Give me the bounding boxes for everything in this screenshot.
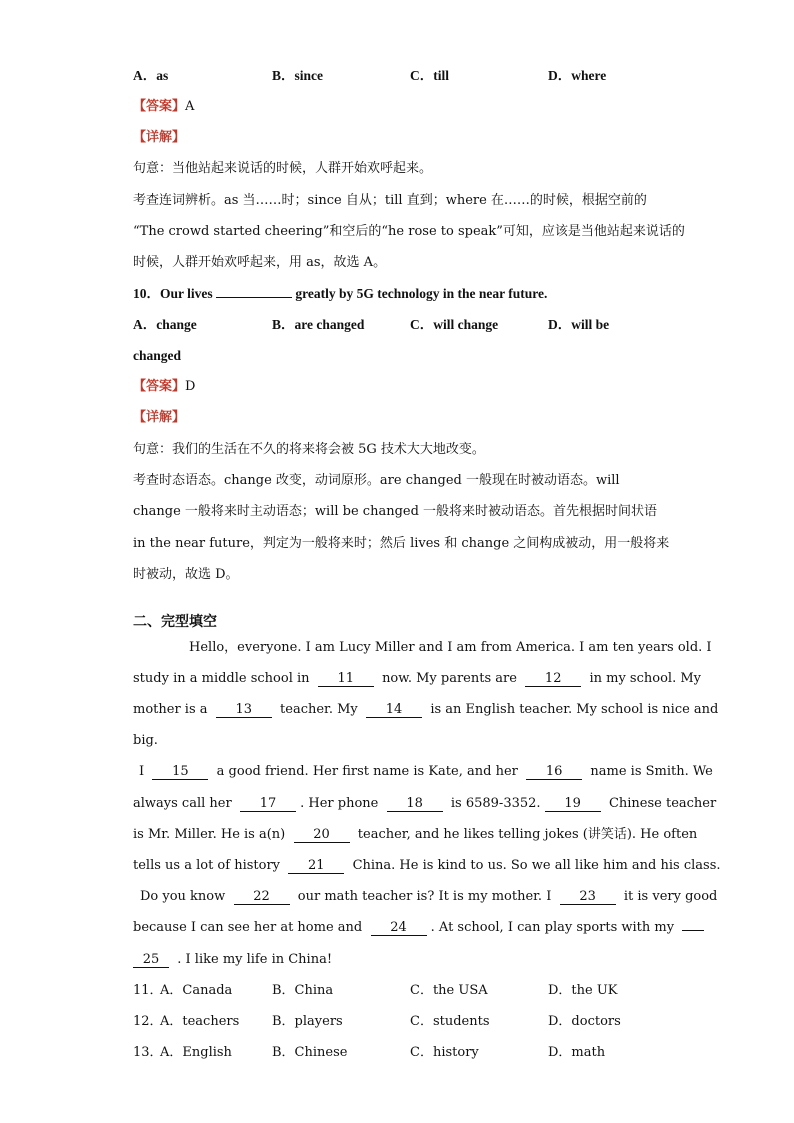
q10-option-c: C．will change [410, 317, 499, 332]
q10-option-d: D．will be [548, 317, 610, 332]
q10-stem-pre: 10．Our lives [133, 286, 213, 301]
choice-12-b[interactable]: B．players [272, 1014, 343, 1029]
q9-option-b: B．since [272, 68, 324, 83]
choice-13-a[interactable]: A．English [160, 1045, 232, 1060]
q10-option-b: B．are changed [272, 317, 365, 332]
q10-explain-4: 时被动，故选 D。 [133, 567, 239, 582]
passage-line-10: because I can see her at home and 24 . At school, I can play sports with my [133, 920, 704, 936]
q9-option-c: C．till [410, 68, 449, 83]
blank-23[interactable]: 23 [560, 890, 616, 905]
passage-line-6: always call her 17 . Her phone 18 is 6589-3352. 19 Chinese teacher [133, 796, 717, 811]
blank-20[interactable]: 20 [294, 828, 350, 843]
choice-row-11: 11． [133, 983, 163, 998]
detail-label: 【详解】 [133, 410, 186, 425]
blank-13[interactable]: 13 [216, 703, 272, 718]
q9-option-a: A．as [133, 68, 169, 83]
q9-explain-3: 时候，人群开始欢呼起来，用 as，故选 A。 [133, 255, 387, 270]
blank-18[interactable]: 18 [387, 797, 443, 812]
choice-row-13: 13． [133, 1045, 163, 1060]
blank-19[interactable]: 19 [545, 797, 601, 812]
blank-15[interactable]: 15 [152, 765, 208, 780]
answer-value: D [185, 379, 196, 394]
choice-12-c[interactable]: C．students [410, 1014, 490, 1029]
q9-detail-label [133, 130, 185, 146]
detail-label: 【详解】 [133, 130, 186, 145]
choice-12-a[interactable]: A．teachers [160, 1014, 240, 1029]
blank-17[interactable]: 17 [240, 797, 296, 812]
choice-13-c[interactable]: C．history [410, 1045, 479, 1060]
section-title: 二、完型填空 [133, 614, 217, 630]
q10-explain-2: change 一般将来时主动语态；will be changed 一般将来时被动语态。首先根据时间状语 [133, 504, 658, 519]
choice-11-c[interactable]: C．the USA [410, 983, 488, 998]
blank-14[interactable]: 14 [366, 703, 422, 718]
q9-explain-1: 考查连词辨析。as 当……时；since 自从；till 直到；where 在……的时候，根据空前的 [133, 193, 647, 208]
answer-value: A [185, 99, 195, 114]
choice-row-12: 12． [133, 1014, 163, 1029]
choice-13-d[interactable]: D．math [548, 1045, 606, 1060]
q10-stem [133, 286, 547, 302]
q9-explain-2: “The crowd started cheering”和空后的“he rose to speak”可知，应该是当他站起来说话的 [133, 224, 685, 239]
q9-option-d: D．where [548, 68, 607, 83]
blank-11[interactable]: 11 [318, 672, 374, 687]
choice-12-d[interactable]: D．doctors [548, 1014, 621, 1029]
choice-11-b[interactable]: B．China [272, 983, 334, 998]
passage-line-7: is Mr. Miller. He is a(n) 20 teacher, and he likes telling jokes (讲笑话). He often [133, 827, 698, 842]
q9-answer [133, 99, 194, 115]
passage-line-8: tells us a lot of history 21 China. He is kind to us. So we all like him and his class. [133, 858, 721, 873]
q10-explain-3: in the near future，判定为一般将来时；然后 lives 和 change 之间构成被动，用一般将来 [133, 536, 670, 551]
blank-24[interactable]: 24 [371, 921, 427, 936]
q10-detail-label [133, 410, 185, 426]
blank-25-start [682, 930, 704, 931]
passage-line-5: I 15 a good friend. Her first name is Kate, and her 16 name is Smith. We [139, 764, 713, 779]
passage-line-2: study in a middle school in 11 now. My parents are 12 in my school. My [133, 671, 701, 686]
answer-label: 【答案】 [133, 99, 186, 114]
blank-22[interactable]: 22 [234, 890, 290, 905]
choice-11-d[interactable]: D．the UK [548, 983, 618, 998]
passage-line-1: Hello，everyone. I am Lucy Miller and I am from America. I am ten years old. I [189, 640, 712, 655]
passage-line-4: big. [133, 733, 158, 748]
blank-25[interactable]: 25 [133, 953, 169, 968]
passage-line-3: mother is a 13 teacher. My 14 is an English teacher. My school is nice and [133, 702, 719, 717]
choice-13-b[interactable]: B．Chinese [272, 1045, 348, 1060]
passage-line-9: Do you know 22 our math teacher is? It is my mother. I 23 it is very good [140, 889, 718, 904]
q10-option-a: A．change [133, 317, 197, 332]
q10-explain-1: 考查时态语态。change 改变，动词原形。are changed 一般现在时被动语态。will [133, 473, 620, 488]
answer-label: 【答案】 [133, 379, 186, 394]
q9-meaning: 句意：当他站起来说话的时候，人群开始欢呼起来。 [133, 161, 433, 176]
blank-21[interactable]: 21 [288, 859, 344, 874]
passage-line-11: 25 . I like my life in China! [133, 952, 332, 968]
q10-meaning: 句意：我们的生活在不久的将来将会被 5G 技术大大地改变。 [133, 442, 485, 457]
q10-stem-post: greatly by 5G technology in the near future. [295, 286, 548, 301]
q10-blank [216, 297, 292, 298]
blank-16[interactable]: 16 [526, 765, 582, 780]
blank-12[interactable]: 12 [525, 672, 581, 687]
q10-option-d-cont: changed [133, 348, 182, 363]
q10-answer [133, 379, 195, 395]
choice-11-a[interactable]: A．Canada [160, 983, 233, 998]
